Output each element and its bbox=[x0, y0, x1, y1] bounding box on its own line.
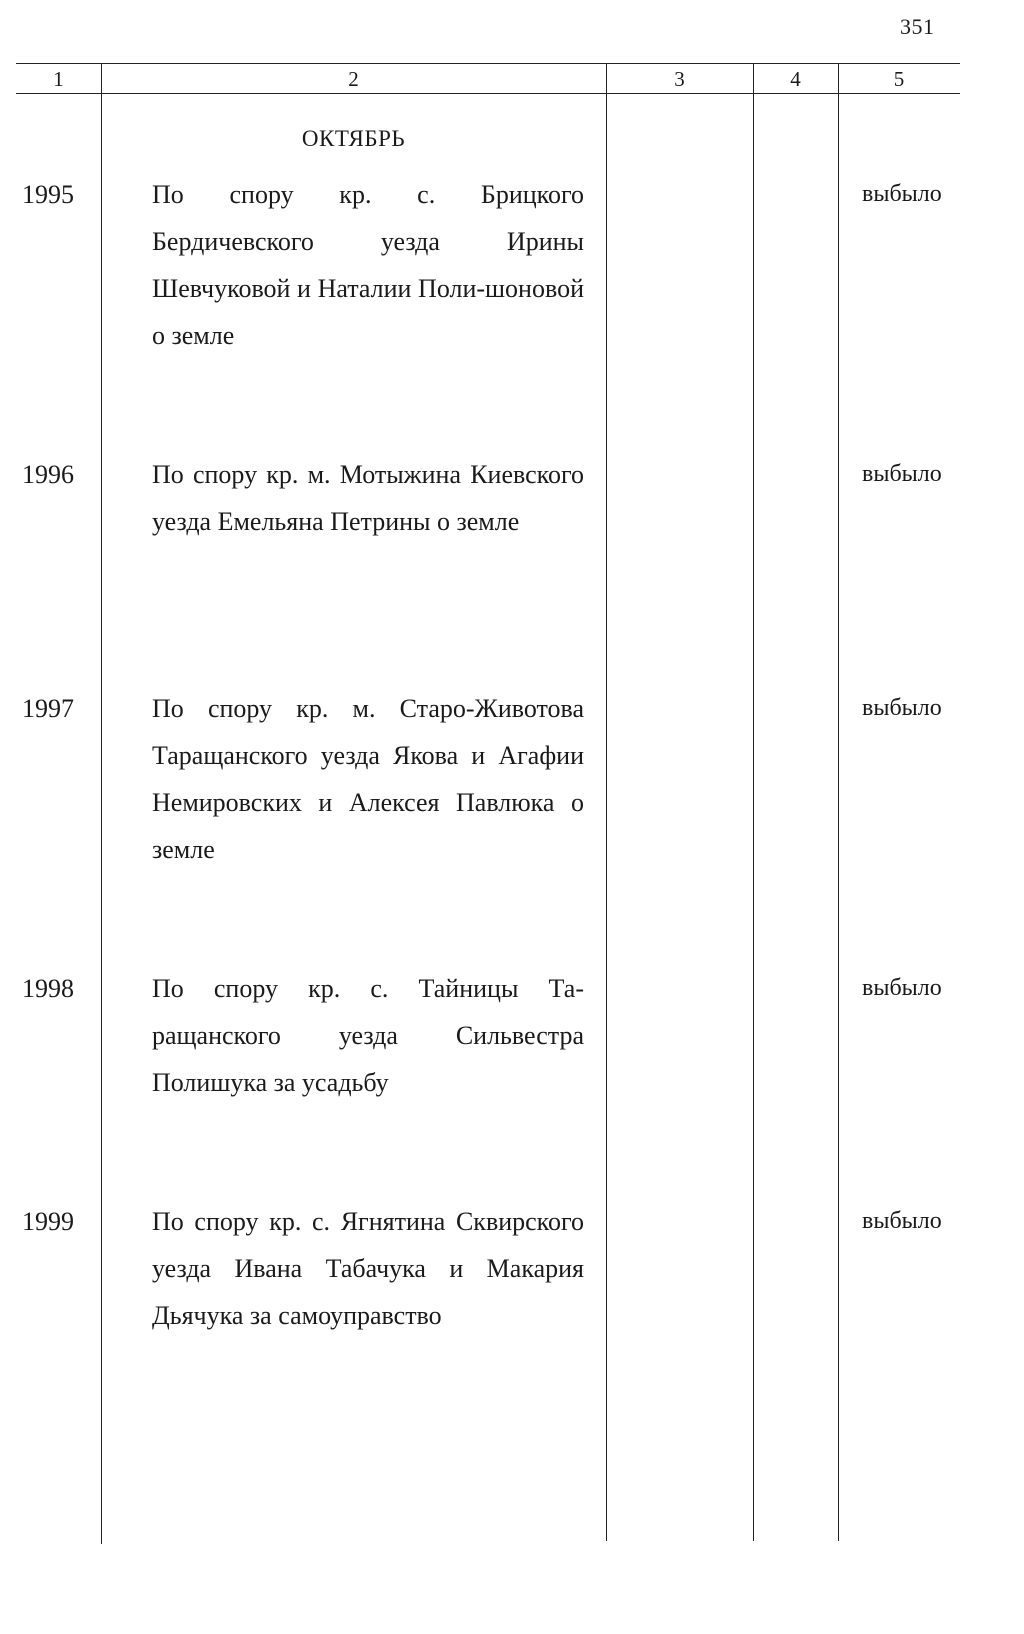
header-bottom-rule bbox=[16, 93, 960, 94]
column-divider-4 bbox=[838, 63, 839, 1541]
entry-number: 1997 bbox=[22, 694, 74, 723]
entry-text: По спору кр. с. Ягнятина Сквирского уезда Ивана Табачука и Макария Дьячука за самоуправство bbox=[152, 1207, 584, 1330]
entry-status: выбыло bbox=[862, 975, 942, 1001]
header-top-rule bbox=[16, 63, 960, 64]
entry-status: выбыло bbox=[862, 461, 942, 487]
entry-number: 1996 bbox=[22, 460, 74, 489]
column-divider-1 bbox=[101, 63, 102, 1544]
column-divider-2 bbox=[606, 63, 607, 1541]
entry-status: выбыло bbox=[862, 1208, 942, 1234]
column-header-1: 1 bbox=[53, 67, 64, 91]
entry-text: По спору кр. м. Старо-Животова Таращанского уезда Якова и Агафии Немировских и Алексея Павлюка о земле bbox=[152, 694, 584, 864]
entry-number: 1998 bbox=[22, 974, 74, 1003]
column-header-5: 5 bbox=[893, 67, 905, 91]
entry-text: По спору кр. с. Брицкого Бердичевского уезда Ирины Шевчуковой и Наталии Поли-шоновой о земле bbox=[152, 180, 584, 350]
entry-number: 1995 bbox=[22, 180, 74, 209]
column-header-3: 3 bbox=[674, 67, 685, 91]
month-heading: ОКТЯБРЬ bbox=[301, 126, 406, 151]
entry-text: По спору кр. м. Мотыжина Киевского уезда Емельяна Петрины о земле bbox=[152, 460, 584, 536]
entry-number: 1999 bbox=[22, 1207, 74, 1236]
entry-status: выбыло bbox=[862, 181, 942, 207]
entry-status: выбыло bbox=[862, 695, 942, 721]
column-header-2: 2 bbox=[348, 67, 359, 91]
column-divider-3 bbox=[753, 63, 754, 1541]
column-header-4: 4 bbox=[790, 67, 801, 91]
page-number: 351 bbox=[900, 14, 935, 39]
entry-text: По спору кр. с. Тайницы Та-ращанского уезда Сильвестра Полишука за усадьбу bbox=[152, 974, 584, 1097]
